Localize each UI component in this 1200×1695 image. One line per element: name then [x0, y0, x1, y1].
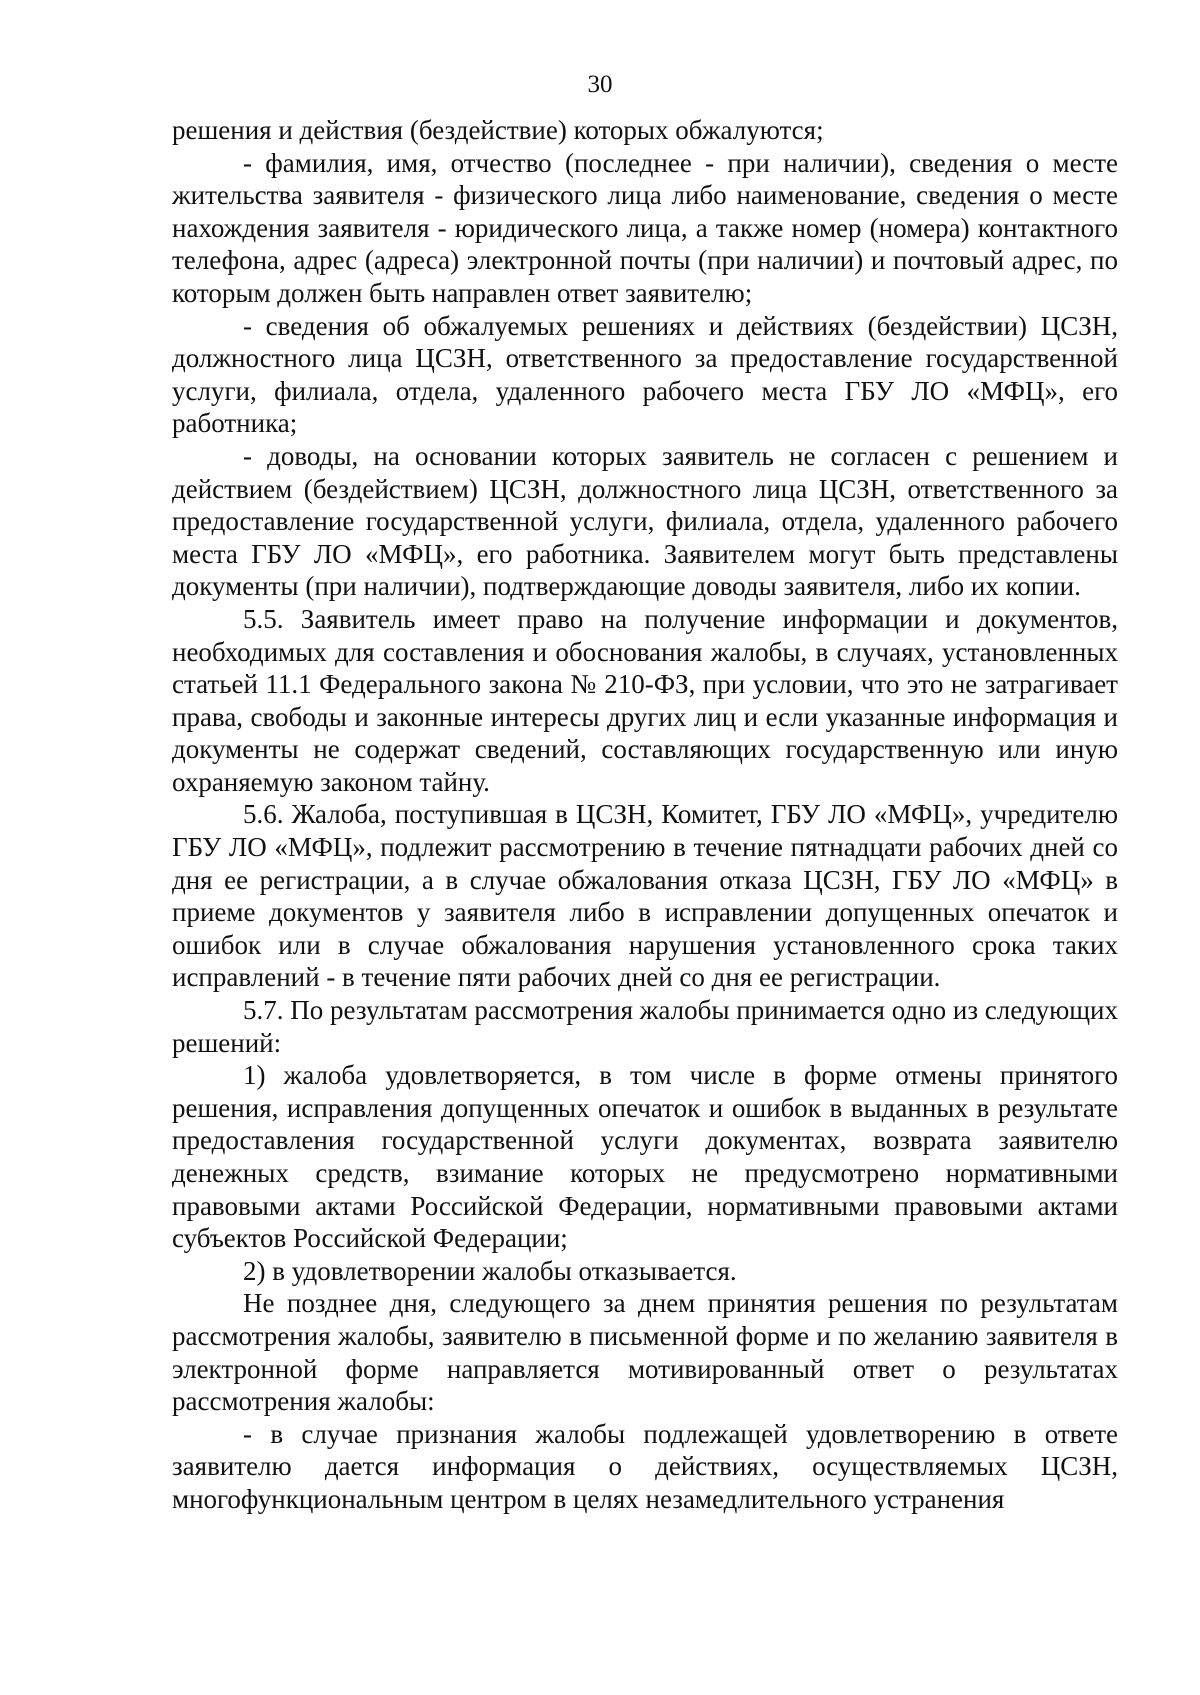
paragraph-decision-2: 2) в удовлетворении жалобы отказывается.	[243, 1255, 737, 1286]
paragraph-applicant-name: - фамилия, имя, отчество (последнее - при наличии), сведения о месте жительства заявителя - физического лица либо наименование, сведения о месте нахождения заявителя - юридического лица, а также номер (номера) контактного телефона, адрес (адреса) электронной почты (при наличии) и почтовый адрес, по которым должен быть направлен ответ заявителю;	[172, 147, 1118, 308]
paragraph-5-6: 5.6. Жалоба, поступившая в ЦСЗН, Комитет, ГБУ ЛО «МФЦ», учредителю ГБУ ЛО «МФЦ», подлежит рассмотрению в течение пятнадцати рабочих дней со дня ее регистрации, а в случае обжалования отказа ЦСЗН, ГБУ ЛО «МФЦ» в приеме документов у заявителя либо в исправлении допущенных опечаток и ошибок или в случае обжалования нарушения установленного срока таких исправлений - в течение пяти рабочих дней со дня ее регистрации.	[172, 799, 1118, 993]
paragraph-response-satisfied: - в случае признания жалобы подлежащей удовлетворению в ответе заявителю дается информация о действиях, осуществляемых ЦСЗН, многофункциональным центром в целях незамедлительного устранения	[172, 1418, 1118, 1514]
document-body	[172, 114, 1118, 1516]
paragraph-decision-1: 1) жалоба удовлетворяется, в том числе в форме отмены принятого решения, исправления допущенных опечаток и ошибок в выданных в результате предоставления государственной услуги документах, возврата заявителю денежных средств, взимание которых не предусмотрено нормативными правовыми актами Российской Федерации, нормативными правовыми актами субъектов Российской Федерации;	[172, 1060, 1118, 1254]
paragraph-response-deadline: Не позднее дня, следующего за днем принятия решения по результатам рассмотрения жалобы, заявителю в письменной форме и по желанию заявителя в электронной форме направляется мотивированный ответ о результатах рассмотрения жалобы:	[172, 1288, 1118, 1417]
paragraph-5-7: 5.7. По результатам рассмотрения жалобы принимается одно из следующих решений:	[172, 995, 1118, 1058]
paragraph-arguments: - доводы, на основании которых заявитель не согласен с решением и действием (бездействием) ЦСЗН, должностного лица ЦСЗН, ответственного за предоставление государственной услуги, филиала, отдела, удаленного рабочего места ГБУ ЛО «МФЦ», его работника. Заявителем могут быть представлены документы (при наличии), подтверждающие доводы заявителя, либо их копии.	[172, 440, 1118, 602]
paragraph-continuation: решения и действия (бездействие) которых обжалуются;	[172, 115, 824, 145]
page-number: 30	[587, 71, 613, 98]
paragraph-5-5: 5.5. Заявитель имеет право на получение информации и документов, необходимых для составления и обоснования жалобы, в случаях, установленных статьей 11.1 Федерального закона № 210-ФЗ, при условии, что это не затрагивает права, свободы и законные интересы других лиц и если указанные информация и документы не содержат сведений, составляющих государственную или иную охраняемую законом тайну.	[172, 603, 1118, 797]
paragraph-appealed-decisions: - сведения об обжалуемых решениях и действиях (бездействии) ЦСЗН, должностного лица ЦСЗН, ответственного за предоставление государственной услуги, филиала, отдела, удаленного рабочего места ГБУ ЛО «МФЦ», его работника;	[172, 310, 1118, 439]
